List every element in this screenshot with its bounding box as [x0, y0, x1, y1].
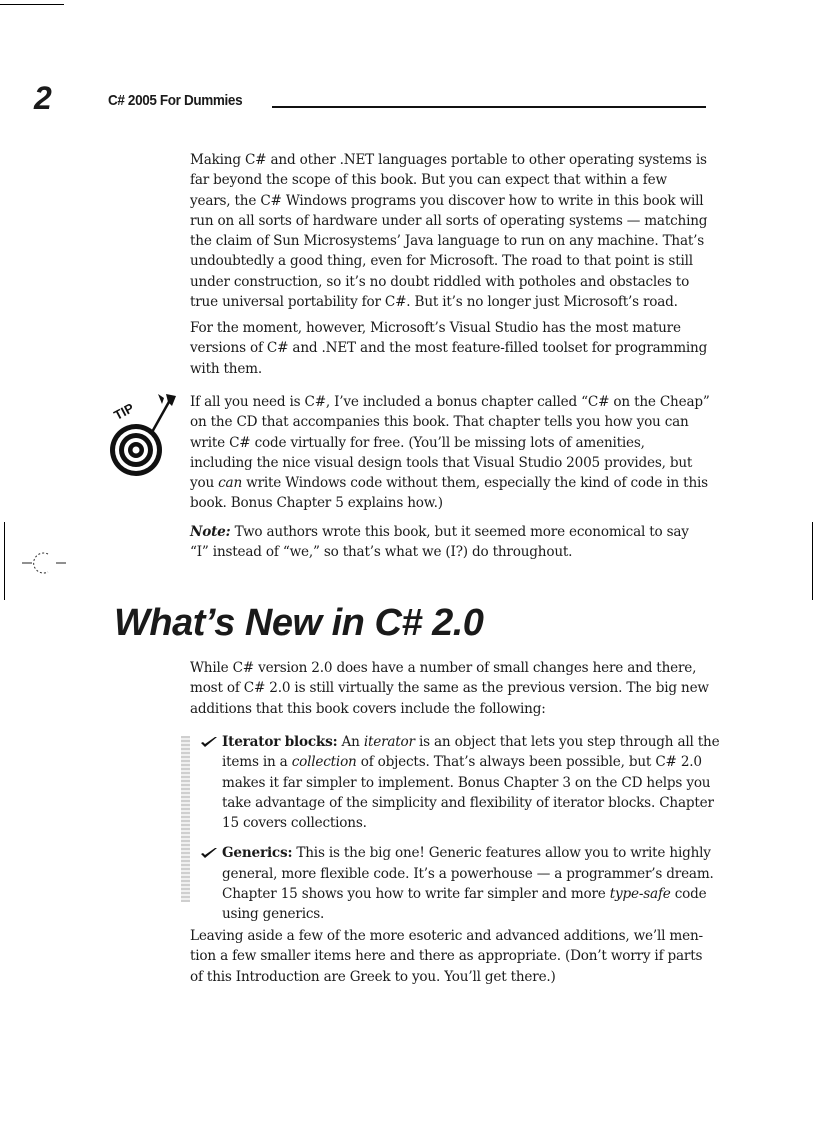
- crop-mark-right: [812, 522, 813, 600]
- tip-target-icon: [106, 390, 176, 482]
- bullet-list-bar: [181, 736, 190, 902]
- list-item: Generics: This is the big one! Generic features allow you to write highly general, more flexible code. It’s a powerhouse — a programmer’s dream. Chapter 15 shows you how to write far simpler and more type-safe code using generics.: [200, 843, 720, 924]
- paragraph-portability: Making C# and other .NET languages portable to other operating systems is far beyond the scope of this book. But you can expect that within a few years, the C# Windows programs you discover how to write in this book will run on all sorts of hardware under all sorts of operating systems — matching the claim of Sun Microsystems’ Java language to run on any machine. That’s undoubtedly a good thing, even for Microsoft. The road to that point is still under construction, so it’s no doubt riddled with potholes and obstacles to true universal portability for C#. But it’s no longer just Microsoft’s road.: [190, 152, 708, 311]
- new-features-list: [200, 732, 720, 935]
- registration-mark-icon: [22, 548, 66, 578]
- paragraph-note: Note: Two authors wrote this book, but it seemed more economical to say “I” instead of “we,” so that’s what we (I?) do throughout.: [190, 524, 689, 561]
- note-label: Note:: [190, 524, 231, 540]
- paragraph-visual-studio: For the moment, however, Microsoft’s Visual Studio has the most mature versions of C# and .NET and the most feature-filled toolset for programming with them.: [190, 320, 708, 377]
- paragraph-tip: If all you need is C#, I’ve included a bonus chapter called “C# on the Cheap” on the CD that accompanies this book. That chapter tells you how you can write C# code virtually for free. (You’ll be missing lots of amenities, including the nice visual design tools that Visual Studio 2005 provides, but you can write Windows code without them, especially the kind of code in this book. Bonus Chapter 5 explains how.): [190, 394, 710, 512]
- paragraph-closing: Leaving aside a few of the more esoteric and advanced additions, we’ll men-tion a few smaller items here and there as appropriate. (Don’t worry if parts of this Introduction are Greek to you. You’ll get there.): [190, 928, 703, 985]
- crop-mark-left: [4, 522, 5, 600]
- crop-mark-top-left: [0, 4, 64, 5]
- page-number: 2: [34, 80, 51, 116]
- bullet-term: Generics:: [222, 845, 293, 862]
- running-head-rule: [272, 106, 706, 108]
- running-head: C# 2005 For Dummies: [108, 92, 243, 109]
- checkmark-icon: [200, 846, 218, 860]
- tip-icon-label: TIP: [111, 400, 137, 423]
- paragraph-intro-new: While C# version 2.0 does have a number of small changes here and there, most of C# 2.0 is still virtually the same as the previous version. The big new additions that this book covers include the following:: [190, 660, 709, 717]
- checkmark-icon: [200, 735, 218, 749]
- list-item: Iterator blocks: An iterator is an object that lets you step through all the items in a collection of objects. That’s always been possible, but C# 2.0 makes it far simpler to implement. Bonus Chapter 3 on the CD helps you take advantage of the simplicity and flexibility of iterator blocks. Chapter 15 covers collections.: [200, 732, 720, 833]
- bullet-term: Iterator blocks:: [222, 734, 338, 750]
- section-heading: What’s New in C# 2.0: [114, 602, 484, 644]
